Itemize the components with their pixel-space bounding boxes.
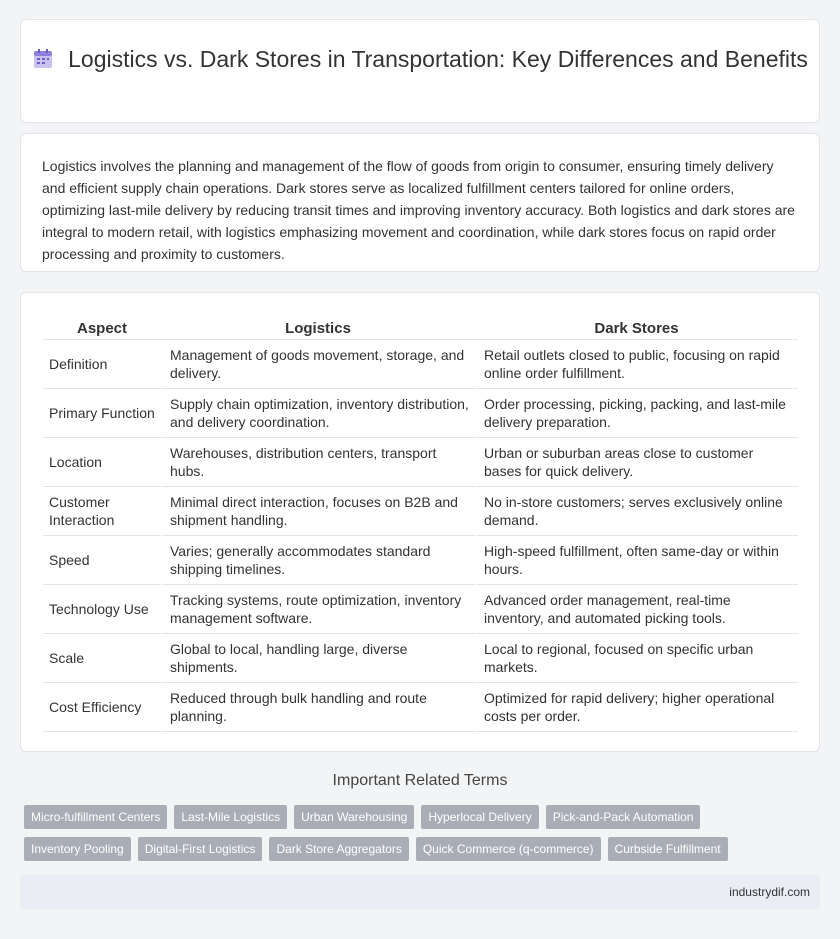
tag-curbside-fulfillment[interactable]: Curbside Fulfillment [608, 837, 728, 861]
header-card [20, 19, 820, 123]
aspect-cell: Location [43, 438, 161, 487]
table-row [43, 340, 798, 389]
tag-hyperlocal-delivery[interactable]: Hyperlocal Delivery [421, 805, 538, 829]
header-logistics: Logistics [161, 313, 475, 340]
logistics-cell: Tracking systems, route optimization, inventory management software. [161, 585, 475, 634]
intro-paragraph: Logistics involves the planning and management of the flow of goods from origin to consumer, ensuring timely delivery and efficient supply chain operations. Dark stores serve as localized fulfillment centers tailored for online orders, optimizing last-mile delivery by reducing transit times and improving inventory accuracy. Both logistics and dark stores are integral to modern retail, with logistics emphasizing movement and coordination, while dark stores focus on rapid order processing and proximity to customers. [42, 158, 795, 262]
tag-last-mile-logistics[interactable]: Last-Mile Logistics [174, 805, 287, 829]
tag-inventory-pooling[interactable]: Inventory Pooling [24, 837, 131, 861]
tag-dark-store-aggregators[interactable]: Dark Store Aggregators [269, 837, 408, 861]
page-title-text: Logistics vs. Dark Stores in Transportation: Key Differences and Benefits [68, 46, 808, 72]
table-row [43, 536, 798, 585]
page-title [21, 45, 819, 74]
aspect-cell: Technology Use [43, 585, 161, 634]
table-row [43, 438, 798, 487]
logistics-cell: Warehouses, distribution centers, transport hubs. [161, 438, 475, 487]
logistics-cell: Varies; generally accommodates standard shipping timelines. [161, 536, 475, 585]
dark-stores-cell: Retail outlets closed to public, focusing on rapid online order fulfillment. [475, 340, 798, 389]
dark-stores-cell: Local to regional, focused on specific urban markets. [475, 634, 798, 683]
logistics-cell: Reduced through bulk handling and route planning. [161, 683, 475, 732]
aspect-cell: Cost Efficiency [43, 683, 161, 732]
logistics-cell: Supply chain optimization, inventory distribution, and delivery coordination. [161, 389, 475, 438]
header-aspect: Aspect [43, 313, 161, 340]
footer-site[interactable]: industrydif.com [729, 885, 810, 899]
tag-quick-commerce[interactable]: Quick Commerce (q-commerce) [416, 837, 601, 861]
table-row [43, 487, 798, 536]
logistics-cell: Minimal direct interaction, focuses on B2B and shipment handling. [161, 487, 475, 536]
table-row [43, 585, 798, 634]
aspect-cell: Speed [43, 536, 161, 585]
dark-stores-cell: No in-store customers; serves exclusively online demand. [475, 487, 798, 536]
aspect-cell: Scale [43, 634, 161, 683]
header [21, 45, 819, 74]
related-terms-heading: Important Related Terms [332, 772, 508, 789]
dark-stores-cell: Advanced order management, real-time inventory, and automated picking tools. [475, 585, 798, 634]
dark-stores-cell: High-speed fulfillment, often same-day or within hours. [475, 536, 798, 585]
aspect-cell: Definition [43, 340, 161, 389]
tag-digital-first-logistics[interactable]: Digital-First Logistics [138, 837, 263, 861]
related-terms [24, 805, 814, 869]
table-row [43, 389, 798, 438]
table-row [43, 683, 798, 732]
dark-stores-cell: Order processing, picking, packing, and last-mile delivery preparation. [475, 389, 798, 438]
tag-row [24, 837, 814, 861]
calendar-icon [32, 48, 54, 70]
logistics-cell: Management of goods movement, storage, and delivery. [161, 340, 475, 389]
tag-row [24, 805, 814, 829]
aspect-cell: Customer Interaction [43, 487, 161, 536]
aspect-cell: Primary Function [43, 389, 161, 438]
table-header-row [43, 313, 798, 340]
tag-urban-warehousing[interactable]: Urban Warehousing [294, 805, 414, 829]
tag-micro-fulfillment-centers[interactable]: Micro-fulfillment Centers [24, 805, 167, 829]
dark-stores-cell: Urban or suburban areas close to customer bases for quick delivery. [475, 438, 798, 487]
dark-stores-cell: Optimized for rapid delivery; higher operational costs per order. [475, 683, 798, 732]
footer [20, 875, 820, 909]
table-row [43, 634, 798, 683]
comparison-card [20, 292, 820, 752]
tag-pick-and-pack-automation[interactable]: Pick-and-Pack Automation [546, 805, 701, 829]
header-dark-stores: Dark Stores [475, 313, 798, 340]
logistics-cell: Global to local, handling large, diverse shipments. [161, 634, 475, 683]
intro-card [20, 133, 820, 272]
comparison-table [43, 313, 798, 732]
